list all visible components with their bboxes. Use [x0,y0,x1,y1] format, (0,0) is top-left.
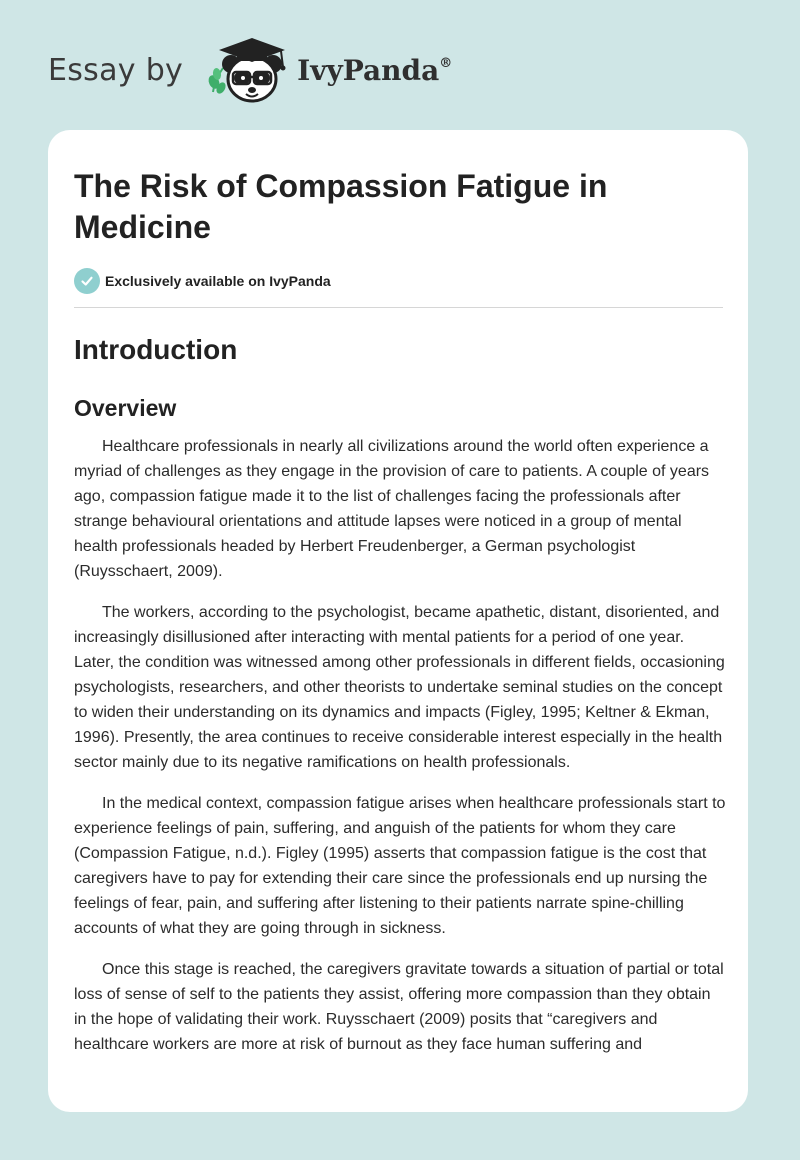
subsection-heading: Overview [74,395,177,421]
essay-card [48,130,748,1112]
article-body [74,434,726,1057]
site-header [0,0,800,130]
section-heading: Introduction [74,334,238,365]
divider [74,307,723,308]
page-title: The Risk of Compassion Fatigue in Medicine [74,168,608,245]
registered-mark: ® [439,55,453,71]
check-icon [74,268,100,294]
paragraph: Once this stage is reached, the caregivers gravitate towards a situation of partial or total loss of sense of self to the patients they assist, offering more compassion than they obtain in the hope of validating their work. Ruysschaert (2009) posits that “caregivers and healthcare workers are more at risk of burnout as they face human suffering and [74,961,724,1053]
brand-name: IvyPanda® [297,53,453,87]
exclusive-label: Exclusively available on IvyPanda [105,273,331,289]
panda-graduation-cap-icon [201,34,291,106]
exclusive-badge [74,268,722,294]
paragraph: Healthcare professionals in nearly all civilizations around the world often experience a myriad of challenges as they engage in the provision of care to patients. A couple of years ago, compassion fatigue made it to the list of challenges facing the professionals after strange behavioural orientations and attitude lapses were noticed in a group of mental health professionals headed by Herbert Freudenberger, a German psychologist (Ruysschaert, 2009). [74,438,710,580]
essay-by-label: Essay by [48,52,184,88]
paragraph: The workers, according to the psychologist, became apathetic, distant, disoriented, and increasingly disillusioned after interacting with mental patients for a period of one year. Later, the condition was witnessed among other professionals in different fields, occasioning psychologists, researchers, and other theorists to undertake seminal studies on the concept to widen their understanding on its dynamics and impacts (Figley, 1995; Keltner & Ekman, 1996). Presently, the area continues to receive considerable interest especially in the health sector mainly due to its negative ramifications on health professionals. [74,604,725,771]
paragraph: In the medical context, compassion fatigue arises when healthcare professionals start to experience feelings of pain, suffering, and anguish of the patients for whom they care (Compassion Fatigue, n.d.). Figley (1995) asserts that compassion fatigue is the cost that caregivers have to pay for extending their care since the professionals end up nursing the feelings of fear, pain, and suffering after listening to their patients narrate spine-chilling accounts of what they are going through in sickness. [74,795,726,937]
brand-logo[interactable] [48,34,452,106]
